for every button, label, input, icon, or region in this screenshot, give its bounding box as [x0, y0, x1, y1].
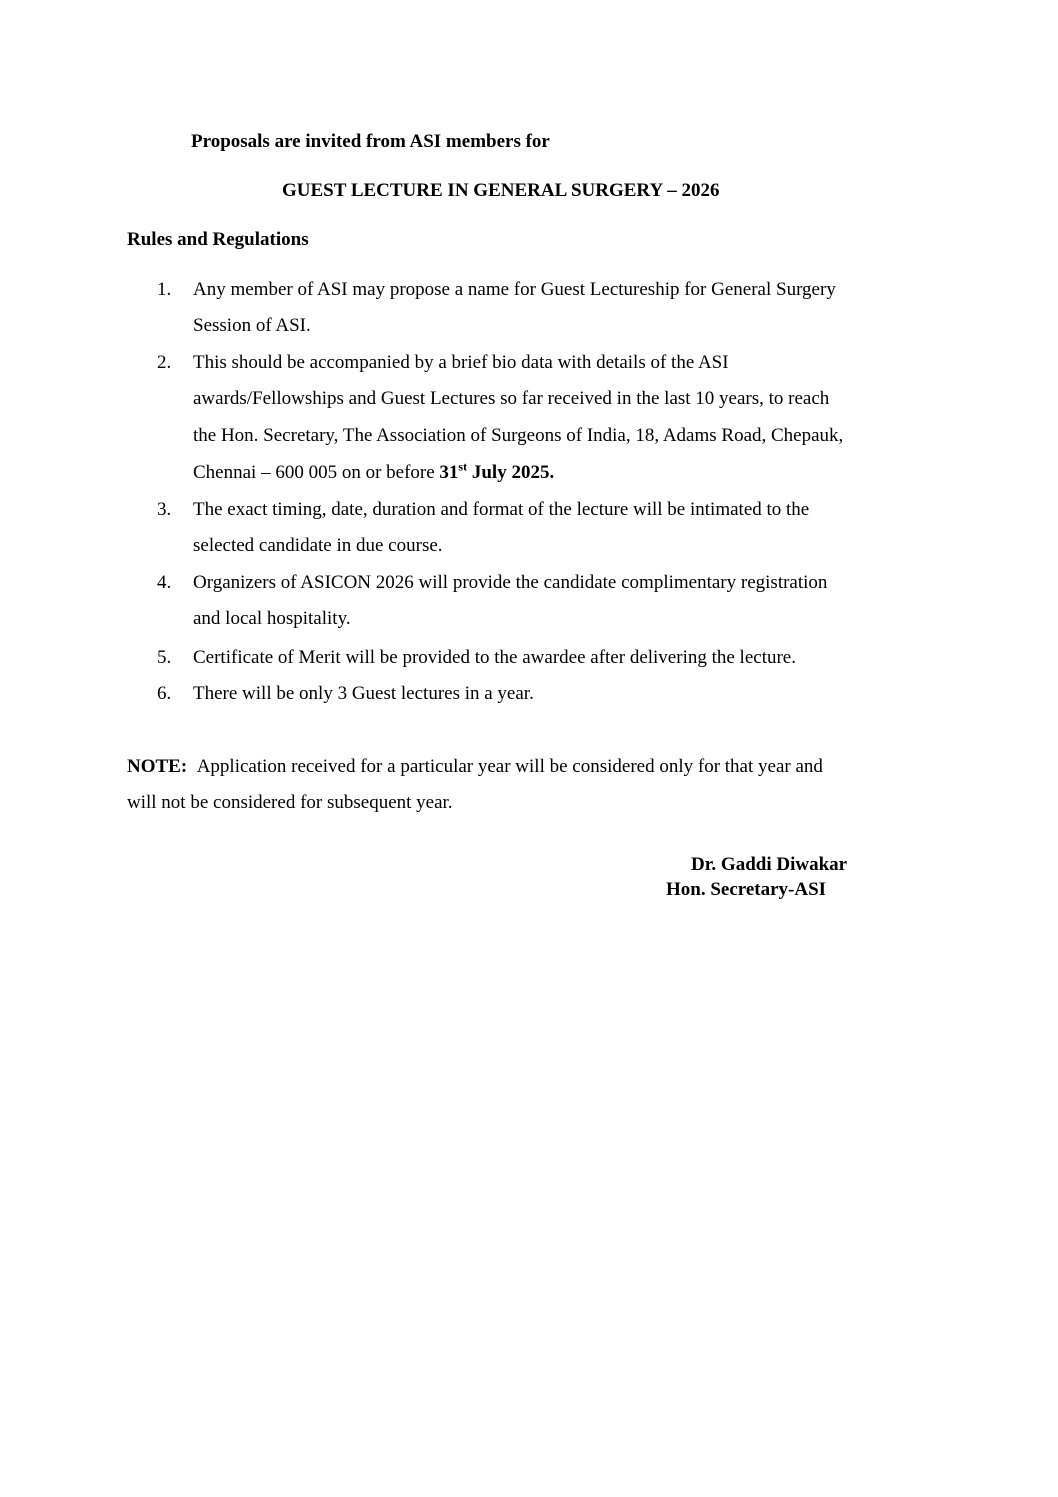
rule-line: This should be accompanied by a brief bio data with details of the ASI — [193, 352, 729, 373]
rule-number: 6. — [157, 683, 172, 704]
rule-number: 2. — [157, 352, 172, 373]
deadline-prefix: Chennai – 600 005 on or before — [193, 462, 440, 483]
rule-line-deadline — [193, 459, 555, 484]
rule-line: selected candidate in due course. — [193, 535, 443, 556]
rule-number: 3. — [157, 499, 172, 520]
deadline-date: 31st July 2025. — [439, 459, 555, 483]
rule-number: 1. — [157, 279, 172, 300]
intro-text: Proposals are invited from ASI members for — [191, 131, 550, 152]
rule-number: 4. — [157, 572, 172, 593]
note-line-2: will not be considered for subsequent year. — [127, 792, 453, 813]
note-label: NOTE: — [127, 756, 188, 777]
rule-line: There will be only 3 Guest lectures in a year. — [193, 683, 534, 704]
note-line-1 — [127, 756, 823, 778]
document-title: GUEST LECTURE IN GENERAL SURGERY – 2026 — [282, 180, 720, 201]
rule-line: The exact timing, date, duration and format of the lecture will be intimated to the — [193, 499, 810, 520]
rule-line: Session of ASI. — [193, 315, 311, 336]
rule-line: Certificate of Merit will be provided to the awardee after delivering the lecture. — [193, 647, 796, 668]
signatory-name: Dr. Gaddi Diwakar — [691, 854, 848, 875]
rule-number: 5. — [157, 647, 172, 668]
rule-line: and local hospitality. — [193, 608, 351, 629]
rule-line: Organizers of ASICON 2026 will provide the candidate complimentary registration — [193, 572, 828, 593]
note-text: Application received for a particular year will be considered only for that year and — [196, 756, 823, 777]
rule-line: awards/Fellowships and Guest Lectures so far received in the last 10 years, to reach — [193, 388, 830, 409]
signatory-title: Hon. Secretary-ASI — [666, 879, 827, 900]
rules-heading: Rules and Regulations — [127, 229, 309, 250]
rule-line: the Hon. Secretary, The Association of Surgeons of India, 18, Adams Road, Chepauk, — [193, 425, 844, 446]
rule-line: Any member of ASI may propose a name for Guest Lectureship for General Surgery — [193, 279, 836, 300]
